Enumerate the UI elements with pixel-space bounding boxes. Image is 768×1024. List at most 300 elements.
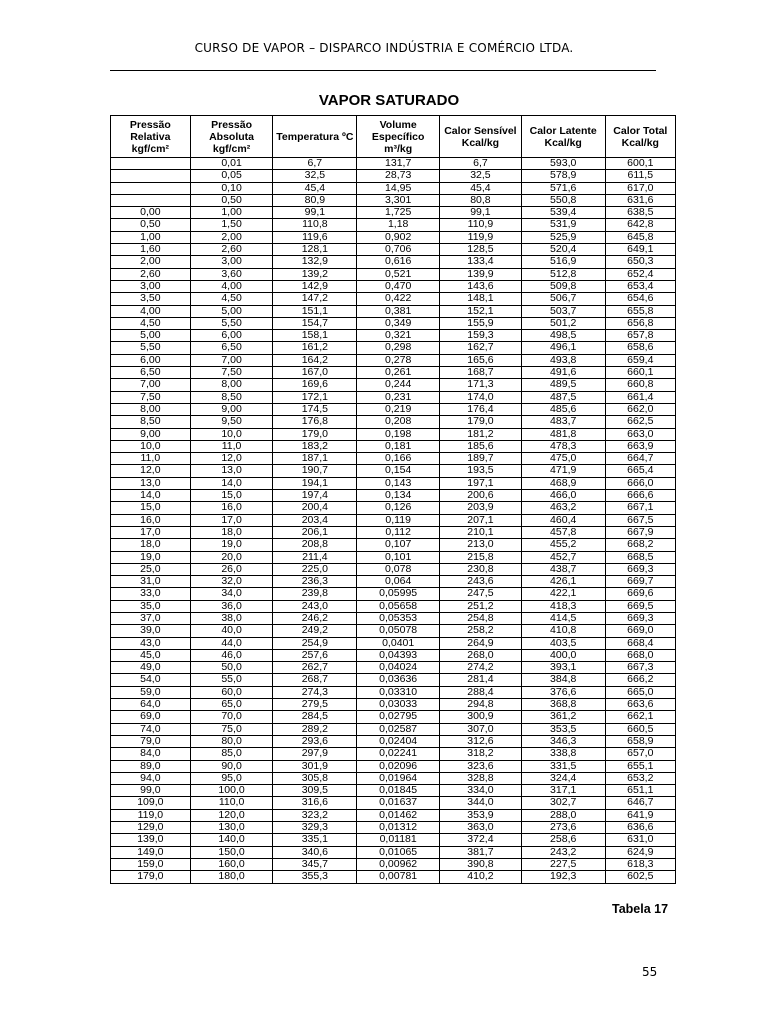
table-cell: 9,00 bbox=[111, 428, 191, 440]
table-cell: 187,1 bbox=[273, 453, 357, 465]
table-cell: 243,0 bbox=[273, 600, 357, 612]
table-cell: 664,7 bbox=[605, 453, 675, 465]
table-row bbox=[111, 391, 676, 403]
table-cell: 489,5 bbox=[521, 379, 605, 391]
table-cell: 368,8 bbox=[521, 699, 605, 711]
table-row bbox=[111, 612, 676, 624]
table-cell: 1,18 bbox=[357, 219, 440, 231]
table-row bbox=[111, 293, 676, 305]
table-cell: 11,0 bbox=[111, 453, 191, 465]
table-cell: 172,1 bbox=[273, 391, 357, 403]
table-cell: 176,4 bbox=[440, 403, 522, 415]
table-cell: 329,3 bbox=[273, 822, 357, 834]
table-cell: 4,00 bbox=[111, 305, 191, 317]
table-cell: 94,0 bbox=[111, 772, 191, 784]
table-cell: 0,00781 bbox=[357, 871, 440, 883]
table-cell: 631,0 bbox=[605, 834, 675, 846]
table-cell: 85,0 bbox=[190, 748, 273, 760]
table-body bbox=[111, 158, 676, 884]
table-cell: 668,5 bbox=[605, 551, 675, 563]
table-cell: 37,0 bbox=[111, 612, 191, 624]
table-cell: 0,03033 bbox=[357, 699, 440, 711]
table-cell: 181,2 bbox=[440, 428, 522, 440]
table-row bbox=[111, 760, 676, 772]
table-cell: 179,0 bbox=[440, 416, 522, 428]
table-row bbox=[111, 416, 676, 428]
table-cell: 208,8 bbox=[273, 539, 357, 551]
table-cell: 197,4 bbox=[273, 490, 357, 502]
table-cell: 162,7 bbox=[440, 342, 522, 354]
table-cell: 301,9 bbox=[273, 760, 357, 772]
table-cell: 197,1 bbox=[440, 477, 522, 489]
table-row bbox=[111, 846, 676, 858]
table-cell: 657,8 bbox=[605, 330, 675, 342]
table-cell: 0,422 bbox=[357, 293, 440, 305]
table-cell: 7,00 bbox=[111, 379, 191, 391]
table-cell: 460,4 bbox=[521, 514, 605, 526]
table-cell: 410,8 bbox=[521, 625, 605, 637]
table-cell: 571,6 bbox=[521, 182, 605, 194]
table-cell: 36,0 bbox=[190, 600, 273, 612]
table-cell: 6,7 bbox=[273, 158, 357, 170]
table-cell: 649,1 bbox=[605, 244, 675, 256]
table-cell: 293,6 bbox=[273, 735, 357, 747]
table-cell: 340,6 bbox=[273, 846, 357, 858]
table-cell: 656,8 bbox=[605, 317, 675, 329]
table-cell: 478,3 bbox=[521, 440, 605, 452]
table-cell: 667,3 bbox=[605, 662, 675, 674]
table-cell: 483,7 bbox=[521, 416, 605, 428]
table-cell: 422,1 bbox=[521, 588, 605, 600]
table-cell: 32,0 bbox=[190, 576, 273, 588]
table-cell: 64,0 bbox=[111, 699, 191, 711]
table-cell: 211,4 bbox=[273, 551, 357, 563]
table-cell: 663,9 bbox=[605, 440, 675, 452]
table-cell: 652,4 bbox=[605, 268, 675, 280]
table-cell: 312,6 bbox=[440, 735, 522, 747]
table-cell: 0,04024 bbox=[357, 662, 440, 674]
table-cell: 227,5 bbox=[521, 858, 605, 870]
table-row bbox=[111, 342, 676, 354]
table-row bbox=[111, 231, 676, 243]
table-cell: 624,9 bbox=[605, 846, 675, 858]
table-row bbox=[111, 858, 676, 870]
table-cell: 491,6 bbox=[521, 367, 605, 379]
table-cell: 130,0 bbox=[190, 822, 273, 834]
table-cell: 203,4 bbox=[273, 514, 357, 526]
table-cell: 353,9 bbox=[440, 809, 522, 821]
table-cell: 493,8 bbox=[521, 354, 605, 366]
table-cell: 8,00 bbox=[111, 403, 191, 415]
table-cell: 663,0 bbox=[605, 428, 675, 440]
table-cell: 400,0 bbox=[521, 649, 605, 661]
table-cell: 99,0 bbox=[111, 785, 191, 797]
table-cell: 0,10 bbox=[190, 182, 273, 194]
table-cell: 50,0 bbox=[190, 662, 273, 674]
table-cell: 0,01845 bbox=[357, 785, 440, 797]
table-cell: 660,1 bbox=[605, 367, 675, 379]
table-cell: 161,2 bbox=[273, 342, 357, 354]
table-cell: 650,3 bbox=[605, 256, 675, 268]
table-cell: 3,301 bbox=[357, 194, 440, 206]
table-cell: 9,50 bbox=[190, 416, 273, 428]
table-cell: 119,9 bbox=[440, 231, 522, 243]
table-cell: 54,0 bbox=[111, 674, 191, 686]
table-cell: 307,0 bbox=[440, 723, 522, 735]
table-cell: 611,5 bbox=[605, 170, 675, 182]
table-cell: 49,0 bbox=[111, 662, 191, 674]
table-cell: 0,03636 bbox=[357, 674, 440, 686]
table-row bbox=[111, 809, 676, 821]
table-cell: 0,064 bbox=[357, 576, 440, 588]
table-cell: 0,01312 bbox=[357, 822, 440, 834]
column-header: Pressão Absoluta kgf/cm² bbox=[190, 116, 273, 158]
table-cell: 335,1 bbox=[273, 834, 357, 846]
table-cell: 14,0 bbox=[111, 490, 191, 502]
table-cell: 666,6 bbox=[605, 490, 675, 502]
table-cell: 653,4 bbox=[605, 280, 675, 292]
table-cell: 215,8 bbox=[440, 551, 522, 563]
table-cell: 159,3 bbox=[440, 330, 522, 342]
table-row bbox=[111, 440, 676, 452]
table-cell: 8,00 bbox=[190, 379, 273, 391]
table-cell: 273,6 bbox=[521, 822, 605, 834]
column-header: Calor Latente Kcal/kg bbox=[521, 116, 605, 158]
table-title: VAPOR SATURADO bbox=[318, 92, 460, 109]
table-cell: 139,0 bbox=[111, 834, 191, 846]
table-cell bbox=[111, 158, 191, 170]
table-cell: 132,9 bbox=[273, 256, 357, 268]
table-cell: 79,0 bbox=[111, 735, 191, 747]
table-cell: 18,0 bbox=[111, 539, 191, 551]
table-cell: 189,7 bbox=[440, 453, 522, 465]
table-cell: 185,6 bbox=[440, 440, 522, 452]
table-cell: 0,208 bbox=[357, 416, 440, 428]
table-row bbox=[111, 514, 676, 526]
table-cell: 90,0 bbox=[190, 760, 273, 772]
table-cell: 152,1 bbox=[440, 305, 522, 317]
table-cell: 95,0 bbox=[190, 772, 273, 784]
table-cell bbox=[111, 182, 191, 194]
table-row bbox=[111, 305, 676, 317]
table-cell bbox=[111, 170, 191, 182]
table-cell: 28,73 bbox=[357, 170, 440, 182]
table-cell: 578,9 bbox=[521, 170, 605, 182]
table-cell: 0,00 bbox=[111, 207, 191, 219]
table-header-row bbox=[111, 116, 676, 158]
table-cell: 8,50 bbox=[111, 416, 191, 428]
table-row bbox=[111, 822, 676, 834]
table-cell: 665,0 bbox=[605, 686, 675, 698]
table-cell: 0,01181 bbox=[357, 834, 440, 846]
table-cell: 174,0 bbox=[440, 391, 522, 403]
table-cell: 258,2 bbox=[440, 625, 522, 637]
table-cell: 3,00 bbox=[190, 256, 273, 268]
table-cell: 0,05078 bbox=[357, 625, 440, 637]
table-row bbox=[111, 637, 676, 649]
table-cell: 0,02404 bbox=[357, 735, 440, 747]
table-cell: 328,8 bbox=[440, 772, 522, 784]
table-cell: 274,2 bbox=[440, 662, 522, 674]
table-cell: 5,00 bbox=[111, 330, 191, 342]
table-cell: 509,8 bbox=[521, 280, 605, 292]
table-row bbox=[111, 330, 676, 342]
saturated-steam-table bbox=[110, 115, 676, 884]
table-cell: 503,7 bbox=[521, 305, 605, 317]
table-cell: 0,119 bbox=[357, 514, 440, 526]
table-cell: 662,5 bbox=[605, 416, 675, 428]
table-cell: 3,00 bbox=[111, 280, 191, 292]
table-cell: 257,6 bbox=[273, 649, 357, 661]
table-cell: 13,0 bbox=[190, 465, 273, 477]
table-cell: 669,5 bbox=[605, 600, 675, 612]
table-cell: 35,0 bbox=[111, 600, 191, 612]
table-cell: 659,4 bbox=[605, 354, 675, 366]
table-cell: 14,95 bbox=[357, 182, 440, 194]
table-cell: 361,2 bbox=[521, 711, 605, 723]
table-cell: 268,7 bbox=[273, 674, 357, 686]
table-row bbox=[111, 453, 676, 465]
table-row bbox=[111, 797, 676, 809]
table-cell: 0,04393 bbox=[357, 649, 440, 661]
table-cell bbox=[111, 194, 191, 206]
table-cell: 5,50 bbox=[111, 342, 191, 354]
table-cell: 0,02587 bbox=[357, 723, 440, 735]
table-cell: 641,9 bbox=[605, 809, 675, 821]
table-cell: 32,5 bbox=[273, 170, 357, 182]
table-row bbox=[111, 526, 676, 538]
table-row bbox=[111, 428, 676, 440]
table-cell: 618,3 bbox=[605, 858, 675, 870]
table-cell: 190,7 bbox=[273, 465, 357, 477]
table-cell: 31,0 bbox=[111, 576, 191, 588]
table-cell: 16,0 bbox=[111, 514, 191, 526]
table-cell: 26,0 bbox=[190, 563, 273, 575]
table-row bbox=[111, 699, 676, 711]
table-cell: 4,50 bbox=[111, 317, 191, 329]
table-caption: Tabela 17 bbox=[612, 902, 669, 916]
table-row bbox=[111, 317, 676, 329]
table-cell: 0,02241 bbox=[357, 748, 440, 760]
table-cell: 372,4 bbox=[440, 834, 522, 846]
table-cell: 653,2 bbox=[605, 772, 675, 784]
table-cell: 345,7 bbox=[273, 858, 357, 870]
table-cell: 323,2 bbox=[273, 809, 357, 821]
table-cell: 149,0 bbox=[111, 846, 191, 858]
table-cell: 0,470 bbox=[357, 280, 440, 292]
table-cell: 463,2 bbox=[521, 502, 605, 514]
table-cell: 46,0 bbox=[190, 649, 273, 661]
table-cell: 1,00 bbox=[111, 231, 191, 243]
table-cell: 7,50 bbox=[111, 391, 191, 403]
table-cell: 531,9 bbox=[521, 219, 605, 231]
table-cell: 12,0 bbox=[111, 465, 191, 477]
table-cell: 600,1 bbox=[605, 158, 675, 170]
table-cell: 0,166 bbox=[357, 453, 440, 465]
table-cell: 129,0 bbox=[111, 822, 191, 834]
table-cell: 60,0 bbox=[190, 686, 273, 698]
table-cell: 18,0 bbox=[190, 526, 273, 538]
table-cell: 0,02096 bbox=[357, 760, 440, 772]
table-cell: 119,0 bbox=[111, 809, 191, 821]
table-cell: 284,5 bbox=[273, 711, 357, 723]
table-cell: 0,05353 bbox=[357, 612, 440, 624]
table-cell: 655,8 bbox=[605, 305, 675, 317]
table-row bbox=[111, 182, 676, 194]
table-cell: 663,6 bbox=[605, 699, 675, 711]
table-row bbox=[111, 735, 676, 747]
table-cell: 550,8 bbox=[521, 194, 605, 206]
table-cell: 254,9 bbox=[273, 637, 357, 649]
table-cell: 155,9 bbox=[440, 317, 522, 329]
table-cell: 15,0 bbox=[190, 490, 273, 502]
table-cell: 662,0 bbox=[605, 403, 675, 415]
table-cell: 154,7 bbox=[273, 317, 357, 329]
table-cell: 501,2 bbox=[521, 317, 605, 329]
table-cell: 59,0 bbox=[111, 686, 191, 698]
table-cell: 655,1 bbox=[605, 760, 675, 772]
table-cell: 669,6 bbox=[605, 588, 675, 600]
table-cell: 45,4 bbox=[273, 182, 357, 194]
table-cell: 658,6 bbox=[605, 342, 675, 354]
table-cell: 89,0 bbox=[111, 760, 191, 772]
table-cell: 0,50 bbox=[111, 219, 191, 231]
header-title: CURSO DE VAPOR – DISPARCO INDÚSTRIA E COMÉRCIO LTDA. bbox=[194, 41, 574, 55]
table-cell: 165,6 bbox=[440, 354, 522, 366]
table-cell: 262,7 bbox=[273, 662, 357, 674]
table-cell: 109,0 bbox=[111, 797, 191, 809]
table-cell: 481,8 bbox=[521, 428, 605, 440]
table-cell: 243,6 bbox=[440, 576, 522, 588]
table-cell: 133,4 bbox=[440, 256, 522, 268]
table-cell: 0,02795 bbox=[357, 711, 440, 723]
table-cell: 475,0 bbox=[521, 453, 605, 465]
column-header: Calor Total Kcal/kg bbox=[605, 116, 675, 158]
table-cell: 0,219 bbox=[357, 403, 440, 415]
table-cell: 251,2 bbox=[440, 600, 522, 612]
table-cell: 0,321 bbox=[357, 330, 440, 342]
table-row bbox=[111, 748, 676, 760]
table-cell: 0,261 bbox=[357, 367, 440, 379]
table-cell: 309,5 bbox=[273, 785, 357, 797]
table-cell: 669,3 bbox=[605, 612, 675, 624]
table-cell: 669,7 bbox=[605, 576, 675, 588]
table-cell: 159,0 bbox=[111, 858, 191, 870]
table-cell: 183,2 bbox=[273, 440, 357, 452]
table-cell: 247,5 bbox=[440, 588, 522, 600]
table-cell: 158,1 bbox=[273, 330, 357, 342]
table-cell: 274,3 bbox=[273, 686, 357, 698]
table-cell: 1,50 bbox=[190, 219, 273, 231]
table-row bbox=[111, 158, 676, 170]
table-cell: 9,00 bbox=[190, 403, 273, 415]
table-cell: 468,9 bbox=[521, 477, 605, 489]
table-cell: 288,4 bbox=[440, 686, 522, 698]
table-row bbox=[111, 563, 676, 575]
table-cell: 110,9 bbox=[440, 219, 522, 231]
table-cell: 539,4 bbox=[521, 207, 605, 219]
table-cell: 0,231 bbox=[357, 391, 440, 403]
table-cell: 279,5 bbox=[273, 699, 357, 711]
column-header: Temperatura ºC bbox=[273, 116, 357, 158]
table-cell: 642,8 bbox=[605, 219, 675, 231]
table-cell: 0,01065 bbox=[357, 846, 440, 858]
table-cell: 668,2 bbox=[605, 539, 675, 551]
table-cell: 455,2 bbox=[521, 539, 605, 551]
table-cell: 668,4 bbox=[605, 637, 675, 649]
table-cell: 6,00 bbox=[190, 330, 273, 342]
table-cell: 525,9 bbox=[521, 231, 605, 243]
table-cell: 631,6 bbox=[605, 194, 675, 206]
table-cell: 338,8 bbox=[521, 748, 605, 760]
table-cell: 16,0 bbox=[190, 502, 273, 514]
table-cell: 0,101 bbox=[357, 551, 440, 563]
table-row bbox=[111, 539, 676, 551]
table-cell: 410,2 bbox=[440, 871, 522, 883]
table-cell: 660,5 bbox=[605, 723, 675, 735]
table-cell: 142,9 bbox=[273, 280, 357, 292]
table-cell: 193,5 bbox=[440, 465, 522, 477]
table-row bbox=[111, 477, 676, 489]
table-cell: 617,0 bbox=[605, 182, 675, 194]
table-cell: 80,0 bbox=[190, 735, 273, 747]
table-cell: 0,03310 bbox=[357, 686, 440, 698]
table-cell: 0,521 bbox=[357, 268, 440, 280]
table-cell: 334,0 bbox=[440, 785, 522, 797]
table-cell: 99,1 bbox=[440, 207, 522, 219]
table-cell: 512,8 bbox=[521, 268, 605, 280]
table-cell: 44,0 bbox=[190, 637, 273, 649]
table-cell: 32,5 bbox=[440, 170, 522, 182]
column-header: Calor Sensível Kcal/kg bbox=[440, 116, 522, 158]
table-cell: 45,4 bbox=[440, 182, 522, 194]
table-cell: 139,9 bbox=[440, 268, 522, 280]
table-cell: 99,1 bbox=[273, 207, 357, 219]
table-cell: 43,0 bbox=[111, 637, 191, 649]
table-cell: 0,01462 bbox=[357, 809, 440, 821]
table-cell: 666,0 bbox=[605, 477, 675, 489]
table-cell: 297,9 bbox=[273, 748, 357, 760]
table-cell: 258,6 bbox=[521, 834, 605, 846]
table-cell: 0,00962 bbox=[357, 858, 440, 870]
table-cell: 39,0 bbox=[111, 625, 191, 637]
table-row bbox=[111, 268, 676, 280]
column-header: Pressão Relativa kgf/cm² bbox=[111, 116, 191, 158]
table-cell: 665,4 bbox=[605, 465, 675, 477]
table-cell: 5,50 bbox=[190, 317, 273, 329]
table-cell: 176,8 bbox=[273, 416, 357, 428]
table-cell: 13,0 bbox=[111, 477, 191, 489]
table-cell: 225,0 bbox=[273, 563, 357, 575]
table-cell: 426,1 bbox=[521, 576, 605, 588]
table-cell: 128,1 bbox=[273, 244, 357, 256]
table-cell: 593,0 bbox=[521, 158, 605, 170]
table-cell: 1,00 bbox=[190, 207, 273, 219]
table-cell: 80,8 bbox=[440, 194, 522, 206]
table-cell: 452,7 bbox=[521, 551, 605, 563]
table-row bbox=[111, 280, 676, 292]
table-cell: 110,0 bbox=[190, 797, 273, 809]
table-cell: 1,60 bbox=[111, 244, 191, 256]
table-cell: 19,0 bbox=[190, 539, 273, 551]
table-row bbox=[111, 194, 676, 206]
table-cell: 2,60 bbox=[111, 268, 191, 280]
table-cell: 168,7 bbox=[440, 367, 522, 379]
table-cell: 516,9 bbox=[521, 256, 605, 268]
table-cell: 384,8 bbox=[521, 674, 605, 686]
table-cell: 38,0 bbox=[190, 612, 273, 624]
table-cell: 661,4 bbox=[605, 391, 675, 403]
